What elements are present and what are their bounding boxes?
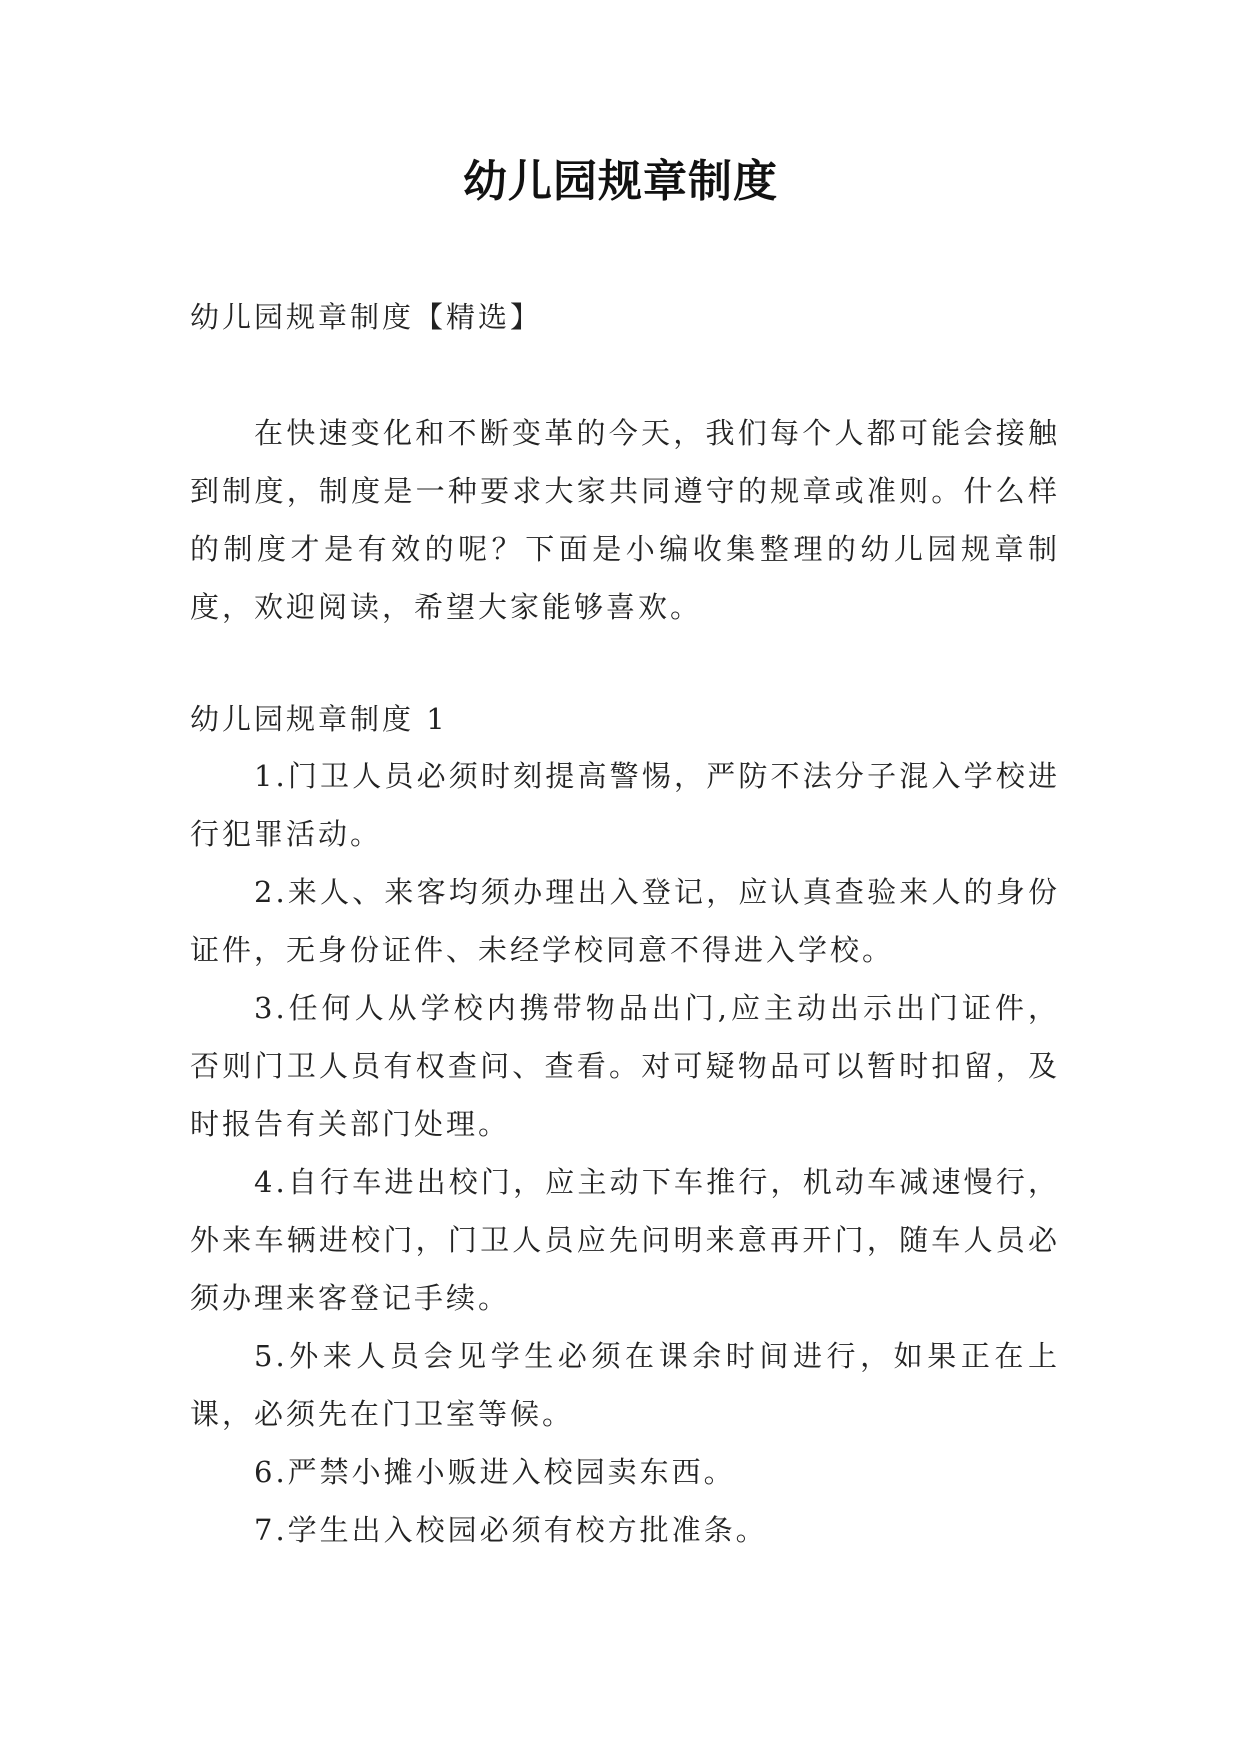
rule-item: 1.门卫人员必须时刻提高警惕，严防不法分子混入学校进行犯罪活动。: [190, 759, 1060, 851]
rule-item: 4.自行车进出校门，应主动下车推行，机动车减速慢行，外来车辆进校门，门卫人员应先问明来意再开门，随车人员必须办理来客登记手续。: [190, 1165, 1060, 1315]
document-subtitle: 幼儿园规章制度【精选】: [190, 300, 543, 334]
document-title: 幼儿园规章制度: [463, 156, 778, 207]
rule-item: 6.严禁小摊小贩进入校园卖东西。: [254, 1455, 736, 1489]
rule-item: 2.来人、来客均须办理出入登记，应认真查验来人的身份证件，无身份证件、未经学校同意不得进入学校。: [190, 875, 1060, 967]
section-heading: 幼儿园规章制度 1: [190, 702, 448, 736]
rule-item: 5.外来人员会见学生必须在课余时间进行，如果正在上课，必须先在门卫室等候。: [190, 1339, 1060, 1431]
intro-paragraph: 在快速变化和不断变革的今天，我们每个人都可能会接触到制度，制度是一种要求大家共同遵守的规章或准则。什么样的制度才是有效的呢？下面是小编收集整理的幼儿园规章制度，欢迎阅读，希望大家能够喜欢。: [190, 416, 1060, 624]
rule-item: 7.学生出入校园必须有校方批准条。: [254, 1513, 768, 1547]
rules-list: [190, 747, 1060, 1559]
rule-item: 3.任何人从学校内携带物品出门,应主动出示出门证件，否则门卫人员有权查问、查看。对可疑物品可以暂时扣留，及时报告有关部门处理。: [190, 991, 1060, 1141]
